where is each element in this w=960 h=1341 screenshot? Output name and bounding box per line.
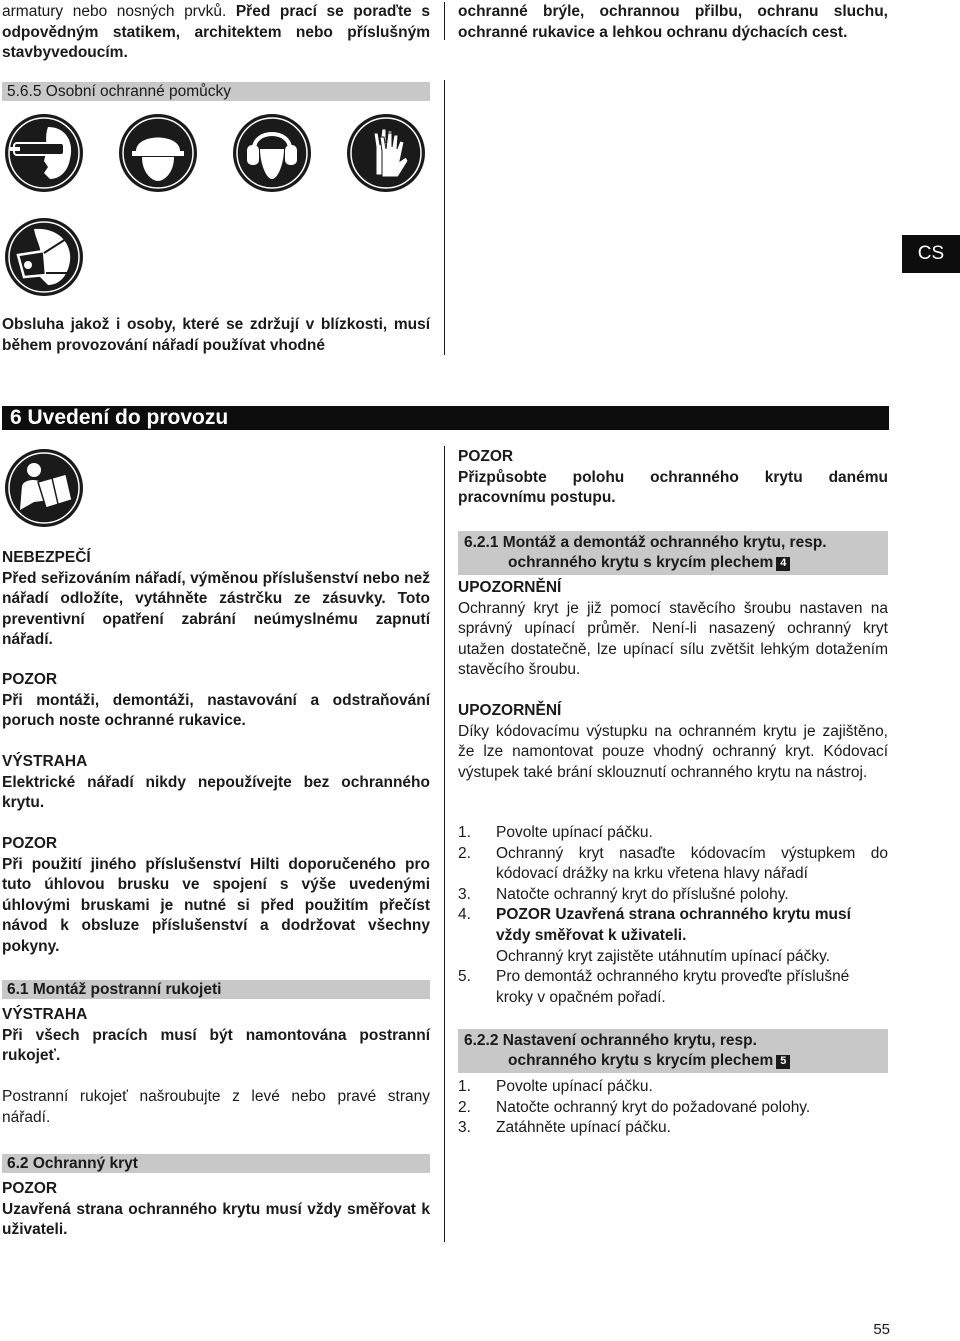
language-tab: CS: [902, 235, 960, 273]
list-item: 4. POZOR Uzavřená strana ochranného krytu musí vždy směřovat k uživateli. Ochranný kryt zajistěte utáhnutím upínací páčky.: [458, 906, 851, 965]
list-item: 3. Natočte ochranný kryt do příslušné polohy.: [458, 885, 789, 903]
warning-block: [2, 752, 430, 814]
section-title: 6.2 Ochranný kryt: [2, 1154, 430, 1173]
danger-text: Před seřizováním nářadí, výměnou příslušenství nebo než nářadí odložíte, vytáhněte zástrčku ze zásuvky. Toto preventivní opatření zabrání neúmyslnému zapnutí nářadí.: [2, 569, 430, 649]
list-item: 2. Ochranný kryt nasaďte kódovacím výstupkem do kódovací drážky na krku vřetena hlavy nářadí: [458, 844, 888, 883]
section-title: 6.2.1 Montáž a demontáž ochranného krytu, resp. ochranného krytu s krycím plechem 4: [458, 531, 888, 575]
note-block: [458, 701, 888, 783]
note-title: UPOZORNĚNÍ: [458, 702, 562, 719]
caution-block: [2, 670, 430, 732]
warning-title: VÝSTRAHA: [2, 1006, 88, 1023]
read-manual-icon: [4, 448, 84, 528]
list-item: 2. Natočte ochranný kryt do požadované polohy.: [458, 1098, 811, 1116]
warning-text: Při všech pracích musí být namontována postranní rukojeť.: [2, 1026, 430, 1065]
ppe-text: Obsluha jakož i osoby, které se zdržují v blízkosti, musí během provozování nářadí používat vhodné: [2, 316, 430, 354]
caution-block: [2, 1179, 430, 1241]
hard-hat-icon: [118, 113, 198, 193]
caution-title: POZOR: [2, 835, 58, 852]
warning-title: VÝSTRAHA: [2, 753, 88, 770]
note-title: UPOZORNĚNÍ: [458, 579, 562, 596]
right-top-text: ochranné brýle, ochrannou přilbu, ochranu sluchu, ochranné rukavice a lehkou ochranu dýchacích cest.: [458, 3, 888, 41]
list-item: 1. Povolte upínací páčku.: [458, 824, 653, 841]
ear-protection-icon: [232, 113, 312, 193]
section-title: 6.1 Montáž postranní rukojeti: [2, 980, 430, 999]
figure-ref: 4: [776, 557, 790, 571]
caution-text: Při použití jiného příslušenství Hilti doporučeného pro tuto úhlovou brusku ve spojení s výše uvedenými úhlovými bruskami je nutné si před použitím přečíst návod k obsluze příslušenství a dodržovat všechny pokyny.: [2, 855, 430, 955]
column-divider: [444, 2, 445, 40]
warning-text: Elektrické nářadí nikdy nepoužívejte bez ochranného krytu.: [2, 773, 430, 812]
section-title: 5.6.5 Osobní ochranné pomůcky: [2, 82, 430, 101]
caution-title: POZOR: [2, 1180, 58, 1197]
left-body: [2, 548, 430, 651]
steps-list: [458, 1077, 888, 1139]
caution-block: [458, 447, 888, 509]
note-block: [458, 578, 888, 681]
protective-gloves-icon: [346, 113, 426, 193]
caution-title: POZOR: [2, 671, 58, 688]
list-item: 3. Zatáhněte upínací páčku.: [458, 1119, 671, 1137]
left-top-text: armatury nebo nosných prvků. Před prací se poraďte s odpovědným statikem, architektem nebo příslušným stavbyvedoucím.: [2, 3, 430, 62]
column-divider: [444, 80, 445, 355]
note-text: Díky kódovacímu výstupku na ochranném krytu je zajištěno, že lze namontovat pouze vhodný ochranný kryt. Kódovací výstupek také brání sklouznutí ochranného krytu na nástroj.: [458, 722, 888, 781]
caution-text: Přizpůsobte polohu ochranného krytu danému pracovnímu postupu.: [458, 468, 888, 507]
danger-title: NEBEZPEČÍ: [2, 549, 91, 566]
note-text: Ochranný kryt je již pomocí stavěcího šroubu nastaven na správný upínací průměr. Není-li nasazený ochranný kryt utažen dostatečně, lze upínací sílu zvětšit lehkým dotažením stavěcího šroubu.: [458, 599, 888, 679]
warning-block: [2, 1005, 430, 1067]
respirator-icon: [4, 217, 84, 297]
chapter-title: 6 Uvedení do provozu: [2, 406, 889, 430]
safety-goggles-icon: [4, 113, 84, 193]
figure-ref: 5: [776, 1055, 790, 1069]
caution-block: [2, 834, 430, 958]
side-handle-text: Postranní rukojeť našroubujte z levé nebo pravé strany nářadí.: [2, 1088, 430, 1126]
section-title: 6.2.2 Nastavení ochranného krytu, resp. ochranného krytu s krycím plechem 5: [458, 1029, 888, 1073]
caution-text: Při montáži, demontáži, nastavování a odstraňování poruch noste ochranné rukavice.: [2, 691, 430, 730]
steps-list: [458, 823, 888, 1008]
list-item: 1. Povolte upínací páčku.: [458, 1078, 653, 1095]
column-divider: [444, 446, 445, 1242]
list-item: 5. Pro demontáž ochranného krytu proveďte příslušné kroky v opačném pořadí.: [458, 968, 850, 1006]
page-number: 55: [873, 1321, 890, 1338]
caution-title: POZOR: [458, 448, 514, 465]
caution-text: Uzavřená strana ochranného krytu musí vždy směřovat k uživateli.: [2, 1200, 430, 1239]
